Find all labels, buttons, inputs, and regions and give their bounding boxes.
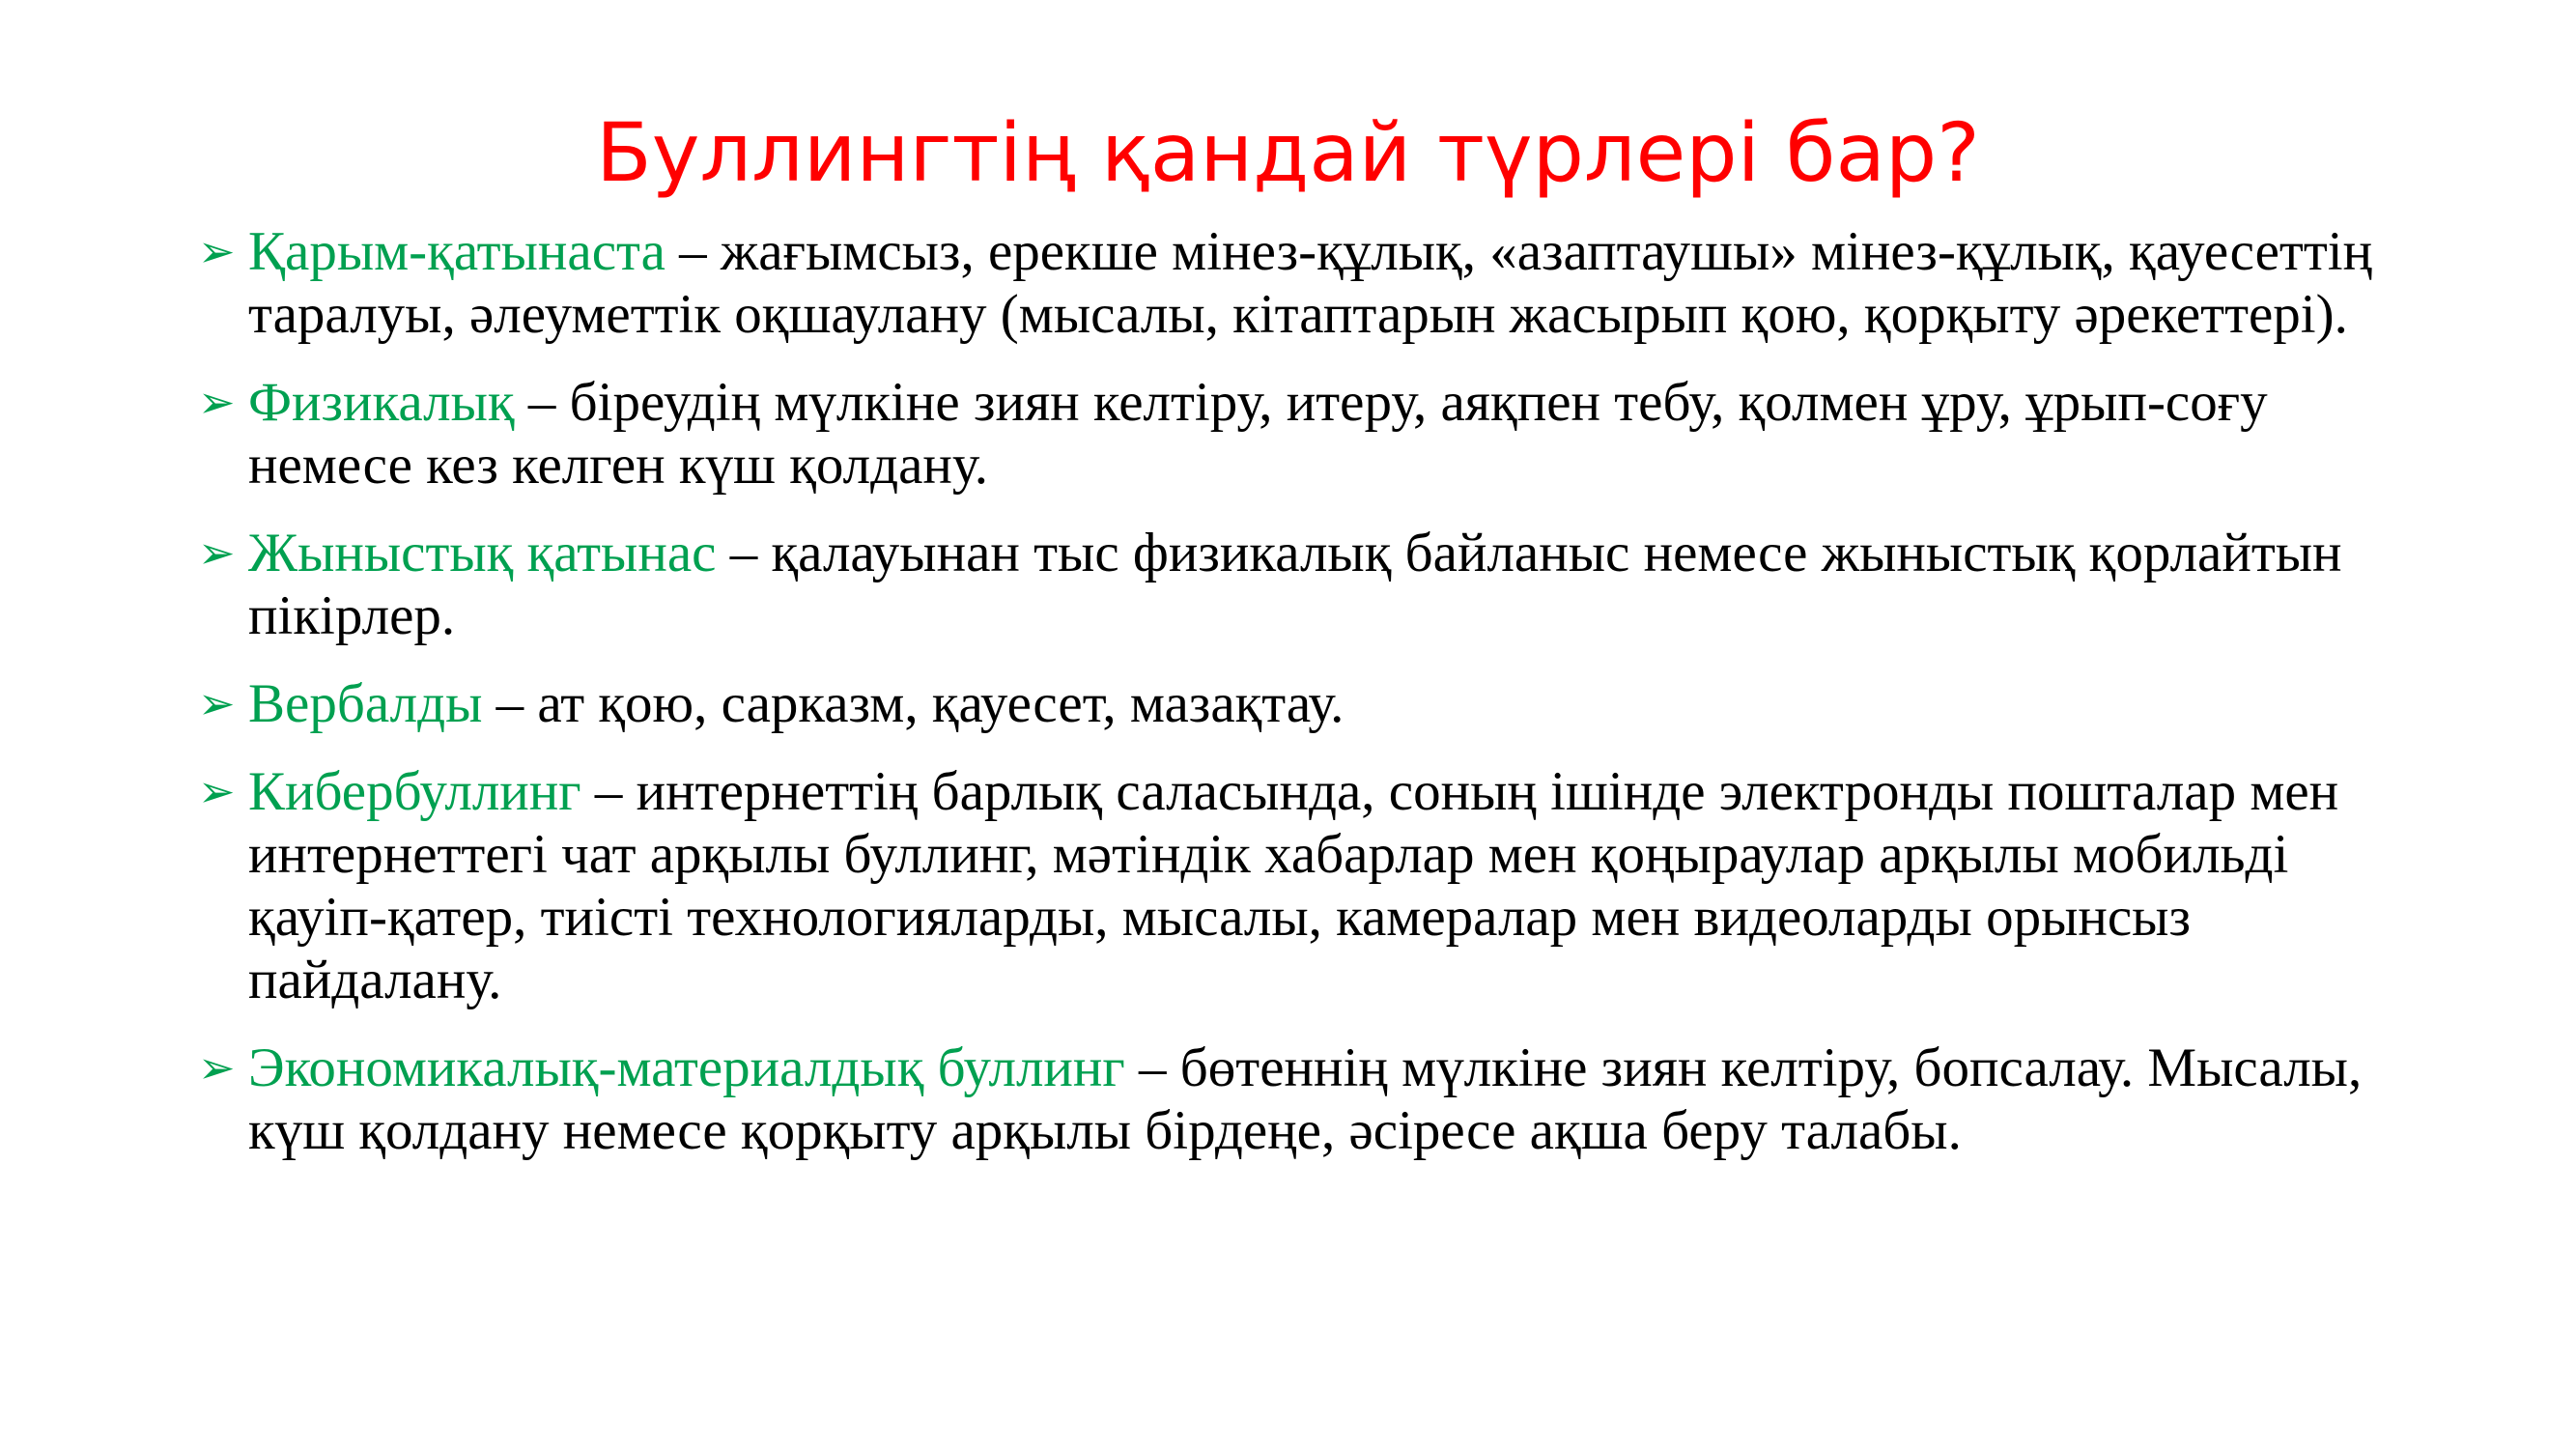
bullying-types-list — [198, 220, 2420, 1187]
item-description: – қалауынан тыс физикалық байланыс немесе жыныстық қорлайтын пікірлер. — [248, 523, 2342, 646]
list-item — [198, 1037, 2420, 1162]
arrowhead-bullet-icon: ➢ — [198, 376, 236, 428]
list-item — [198, 522, 2420, 647]
item-term: Жыныстық қатынас — [248, 523, 717, 583]
arrowhead-bullet-icon: ➢ — [198, 765, 236, 817]
list-item — [198, 672, 2420, 735]
item-term: Вербалды — [248, 673, 483, 734]
list-item — [198, 220, 2420, 346]
item-description: – біреудің мүлкіне зиян келтіру, итеру, аяқпен тебу, қолмен ұру, ұрып-соғу немесе кез келген күш қолдану. — [248, 372, 2268, 496]
arrowhead-bullet-icon: ➢ — [198, 677, 236, 729]
item-term: Физикалық — [248, 372, 515, 433]
item-description: – жағымсыз, ерекше мінез-құлық, «азаптаушы» мінез-құлық, қауесеттің таралуы, әлеуметтік оқшаулану (мысалы, кітаптарын жасырып қою, қорқыту әрекеттері). — [248, 221, 2373, 345]
arrowhead-bullet-icon: ➢ — [198, 1041, 236, 1094]
list-item — [198, 760, 2420, 1011]
arrowhead-bullet-icon: ➢ — [198, 225, 236, 277]
item-description: – бөтеннің мүлкіне зиян келтіру, бопсалау. Мысалы, күш қолдану немесе қорқыту арқылы бірдеңе, әсіресе ақша беру талабы. — [248, 1037, 2363, 1161]
list-item — [198, 371, 2420, 497]
item-term: Қарым-қатынаста — [248, 221, 665, 282]
arrowhead-bullet-icon: ➢ — [198, 526, 236, 579]
slide-title: Буллингтің қандай түрлері бар? — [596, 105, 1980, 200]
item-term: Экономикалық-материалдық буллинг — [248, 1037, 1125, 1098]
item-description: – интернеттің барлық саласында, соның ішінде электронды пошталар мен интернеттегі чат арқылы буллинг, мәтіндік хабарлар мен қоңыраулар арқылы мобильді қауіп-қатер, тиісті технологияларды, мысалы, камералар мен видеоларды орынсыз пайдалану. — [248, 761, 2339, 1010]
item-description: – ат қою, сарказм, қауесет, мазақтау. — [482, 673, 1345, 734]
item-term: Кибербуллинг — [248, 761, 581, 822]
